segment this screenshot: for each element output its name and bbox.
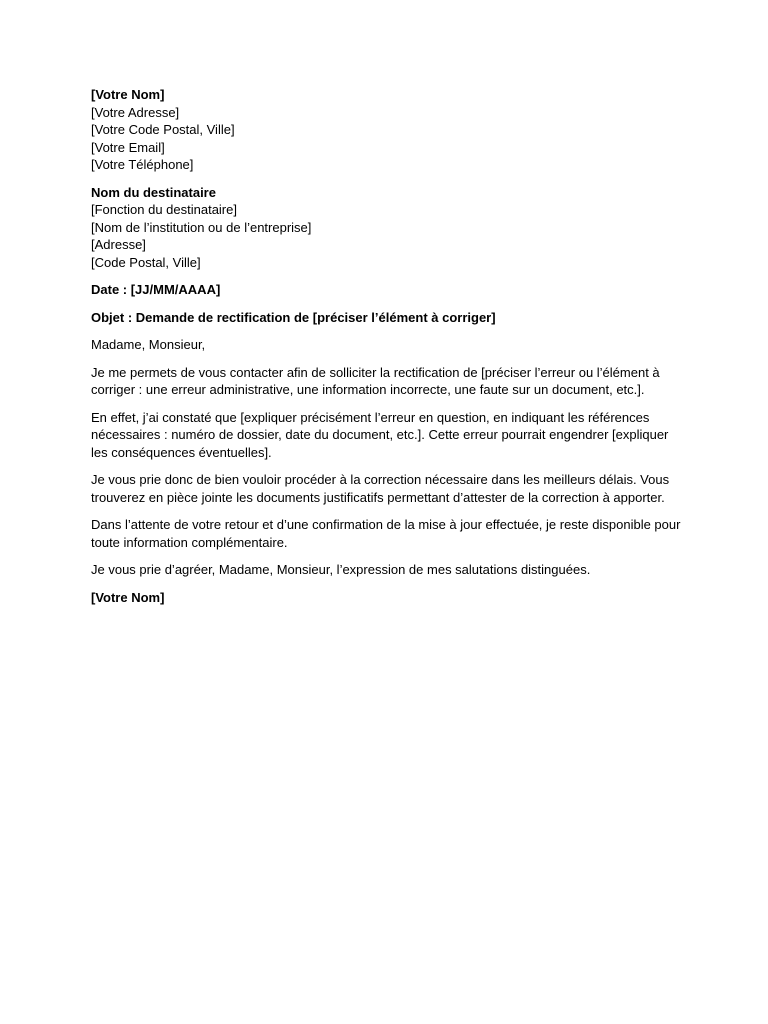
sender-phone: [Votre Téléphone] — [91, 157, 194, 172]
recipient-name: Nom du destinataire — [91, 184, 216, 200]
salutation: Madame, Monsieur, — [91, 337, 206, 352]
recipient-function: [Fonction du destinataire] — [91, 202, 237, 217]
closing-paragraph: Je vous prie d’agréer, Madame, Monsieur, l’expression de mes salutations distinguées. — [91, 562, 591, 577]
subject-line: Objet : Demande de rectification de [préciser l’élément à corriger] — [91, 309, 496, 325]
recipient-address: [Adresse] — [91, 237, 146, 252]
body-paragraph-1: Je me permets de vous contacter afin de solliciter la rectification de [préciser l’erreur ou l’élément à corriger : une erreur administrative, une information incorrecte, une faute sur un document, etc.]. — [91, 364, 660, 397]
sender-block — [91, 86, 681, 174]
letter-page — [91, 86, 681, 616]
date-line: Date : [JJ/MM/AAAA] — [91, 282, 221, 297]
body-paragraph-2: En effet, j’ai constaté que [expliquer précisément l’erreur en question, en indiquant les références nécessaires : numéro de dossier, date du document, etc.]. Cette erreur pourrait engendrer [expliquer les conséquences éventuelles]. — [91, 409, 669, 460]
sender-postal-city: [Votre Code Postal, Ville] — [91, 122, 235, 137]
recipient-institution: [Nom de l’institution ou de l’entreprise] — [91, 219, 312, 235]
body-paragraph-4: Dans l’attente de votre retour et d’une confirmation de la mise à jour effectuée, je reste disponible pour toute information complémentaire. — [91, 517, 681, 550]
signature: [Votre Nom] — [91, 589, 165, 605]
sender-name: [Votre Nom] — [91, 87, 165, 102]
sender-address: [Votre Adresse] — [91, 104, 180, 120]
recipient-block — [91, 184, 681, 272]
sender-email: [Votre Email] — [91, 139, 165, 155]
recipient-postal-city: [Code Postal, Ville] — [91, 254, 201, 270]
body-paragraph-3: Je vous prie donc de bien vouloir procéder à la correction nécessaire dans les meilleurs délais. Vous trouverez en pièce jointe les documents justificatifs permettant d’attester de la correction à apporter. — [91, 472, 670, 505]
